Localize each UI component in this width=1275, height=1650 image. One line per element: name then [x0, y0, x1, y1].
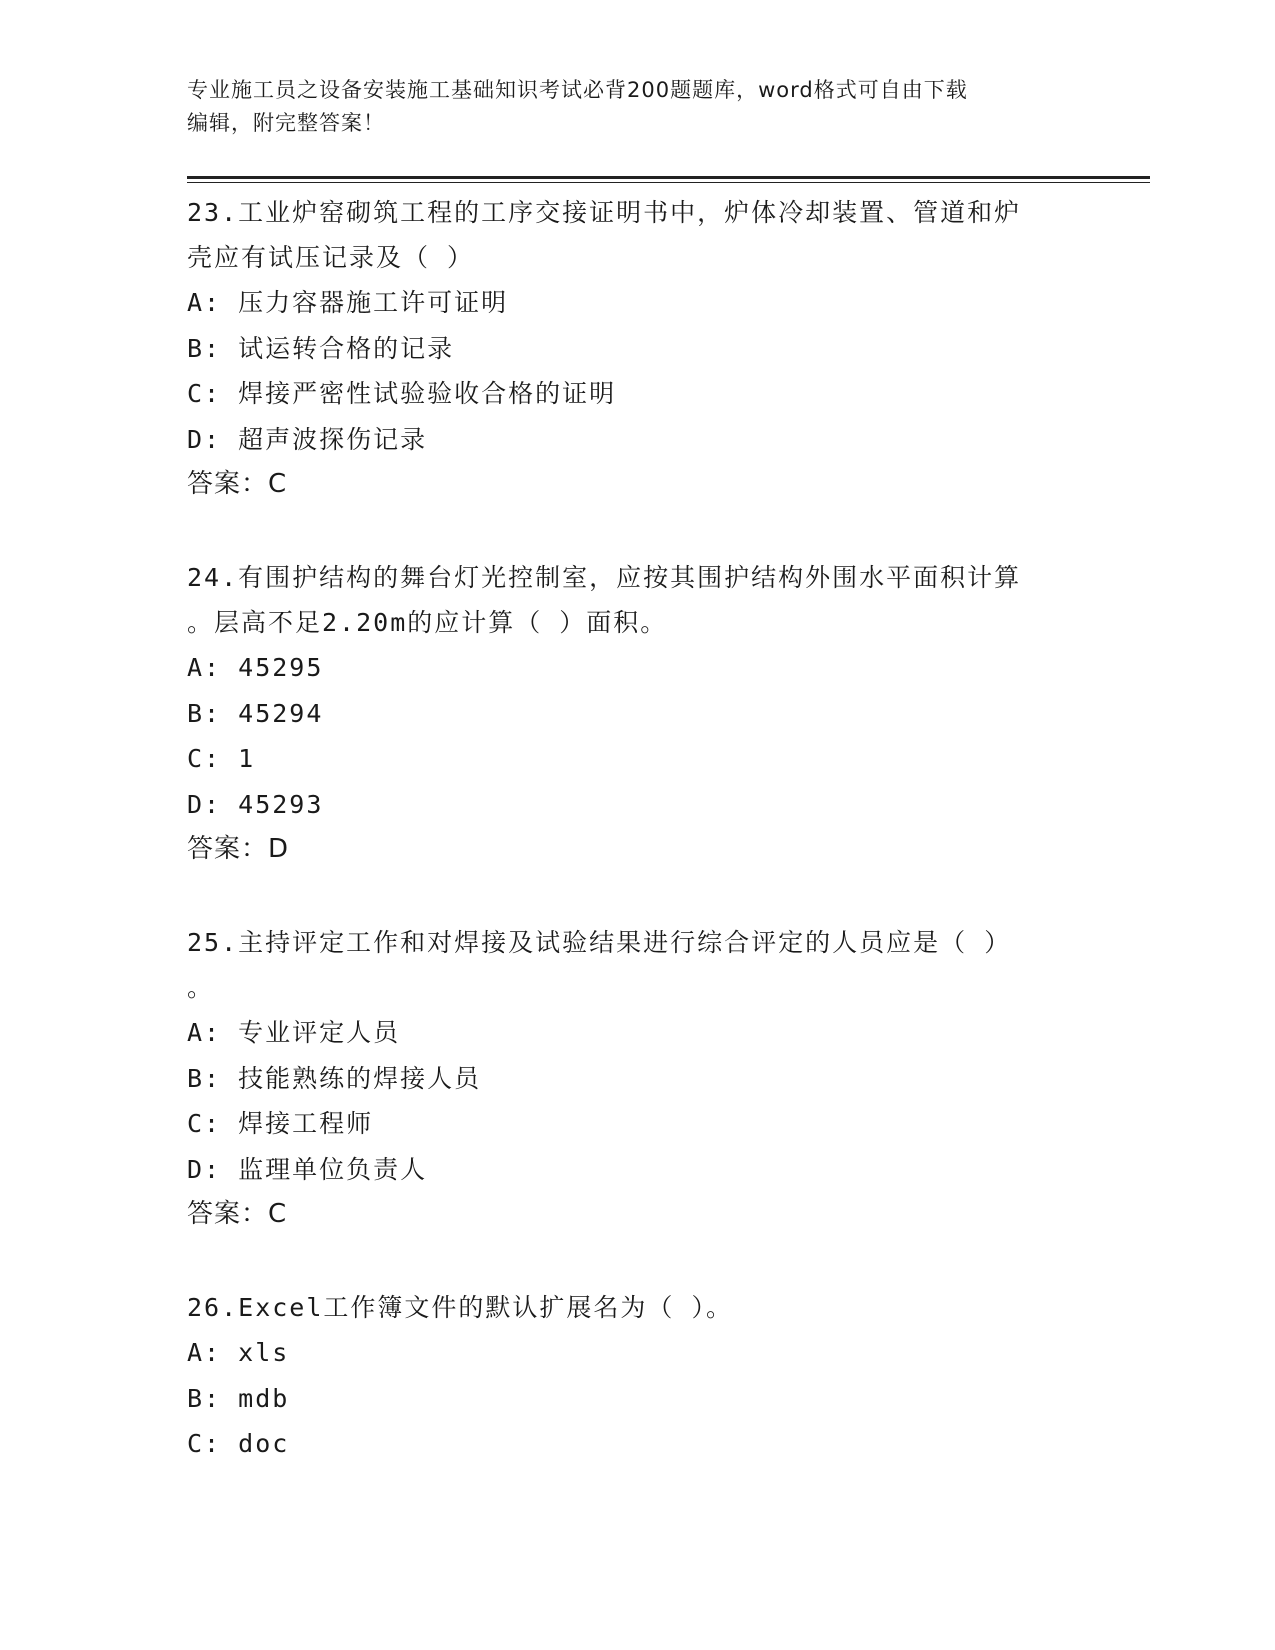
answer: 答案：C	[187, 469, 288, 499]
answer: 答案：D	[187, 834, 290, 864]
question-25	[187, 920, 1087, 1237]
question-26	[187, 1285, 1087, 1467]
question-text-line: 23.工业炉窑砌筑工程的工序交接证明书中，炉体冷却装置、管道和炉	[187, 198, 1022, 227]
question-24	[187, 555, 1087, 872]
question-text-line: 24.有围护结构的舞台灯光控制室，应按其围护结构外围水平面积计算	[187, 563, 1022, 592]
option-d: D: 监理单位负责人	[187, 1154, 428, 1184]
option-b: B: 45294	[187, 698, 324, 728]
option-b: B: 技能熟练的焊接人员	[187, 1063, 482, 1093]
option-a: A: 45295	[187, 653, 324, 682]
question-text-line: 25.主持评定工作和对焊接及试验结果进行综合评定的人员应是（ ）	[187, 928, 1012, 957]
question-list	[187, 190, 1087, 1515]
header-line-1: 专业施工员之设备安装施工基础知识考试必背200题题库，word格式可自由下载	[187, 78, 968, 102]
option-a: A: 专业评定人员	[187, 1018, 401, 1047]
option-d: D: 超声波探伤记录	[187, 424, 428, 454]
question-23	[187, 190, 1087, 507]
header-line-2: 编辑，附完整答案！	[187, 111, 385, 135]
question-text-line: 。	[187, 973, 215, 1002]
option-c: C: 焊接严密性试验验收合格的证明	[187, 379, 617, 408]
question-text-line: 26.Excel工作簿文件的默认扩展名为（ ）。	[187, 1293, 733, 1322]
question-text-line: 。层高不足2.20m的应计算（ ）面积。	[187, 608, 668, 637]
option-d: D: 45293	[187, 789, 324, 819]
option-b: B: mdb	[187, 1383, 290, 1413]
question-text-line: 壳应有试压记录及（ ）	[187, 243, 475, 272]
option-c: C: 焊接工程师	[187, 1109, 374, 1138]
header-rule-thin	[187, 182, 1150, 183]
option-a: A: 压力容器施工许可证明	[187, 288, 509, 317]
option-b: B: 试运转合格的记录	[187, 333, 455, 363]
option-a: A: xls	[187, 1338, 290, 1367]
header-rule-thick	[187, 176, 1150, 179]
answer: 答案：C	[187, 1199, 288, 1229]
option-c: C: 1	[187, 744, 256, 773]
option-c: C: doc	[187, 1429, 290, 1458]
document-header	[187, 74, 1087, 140]
